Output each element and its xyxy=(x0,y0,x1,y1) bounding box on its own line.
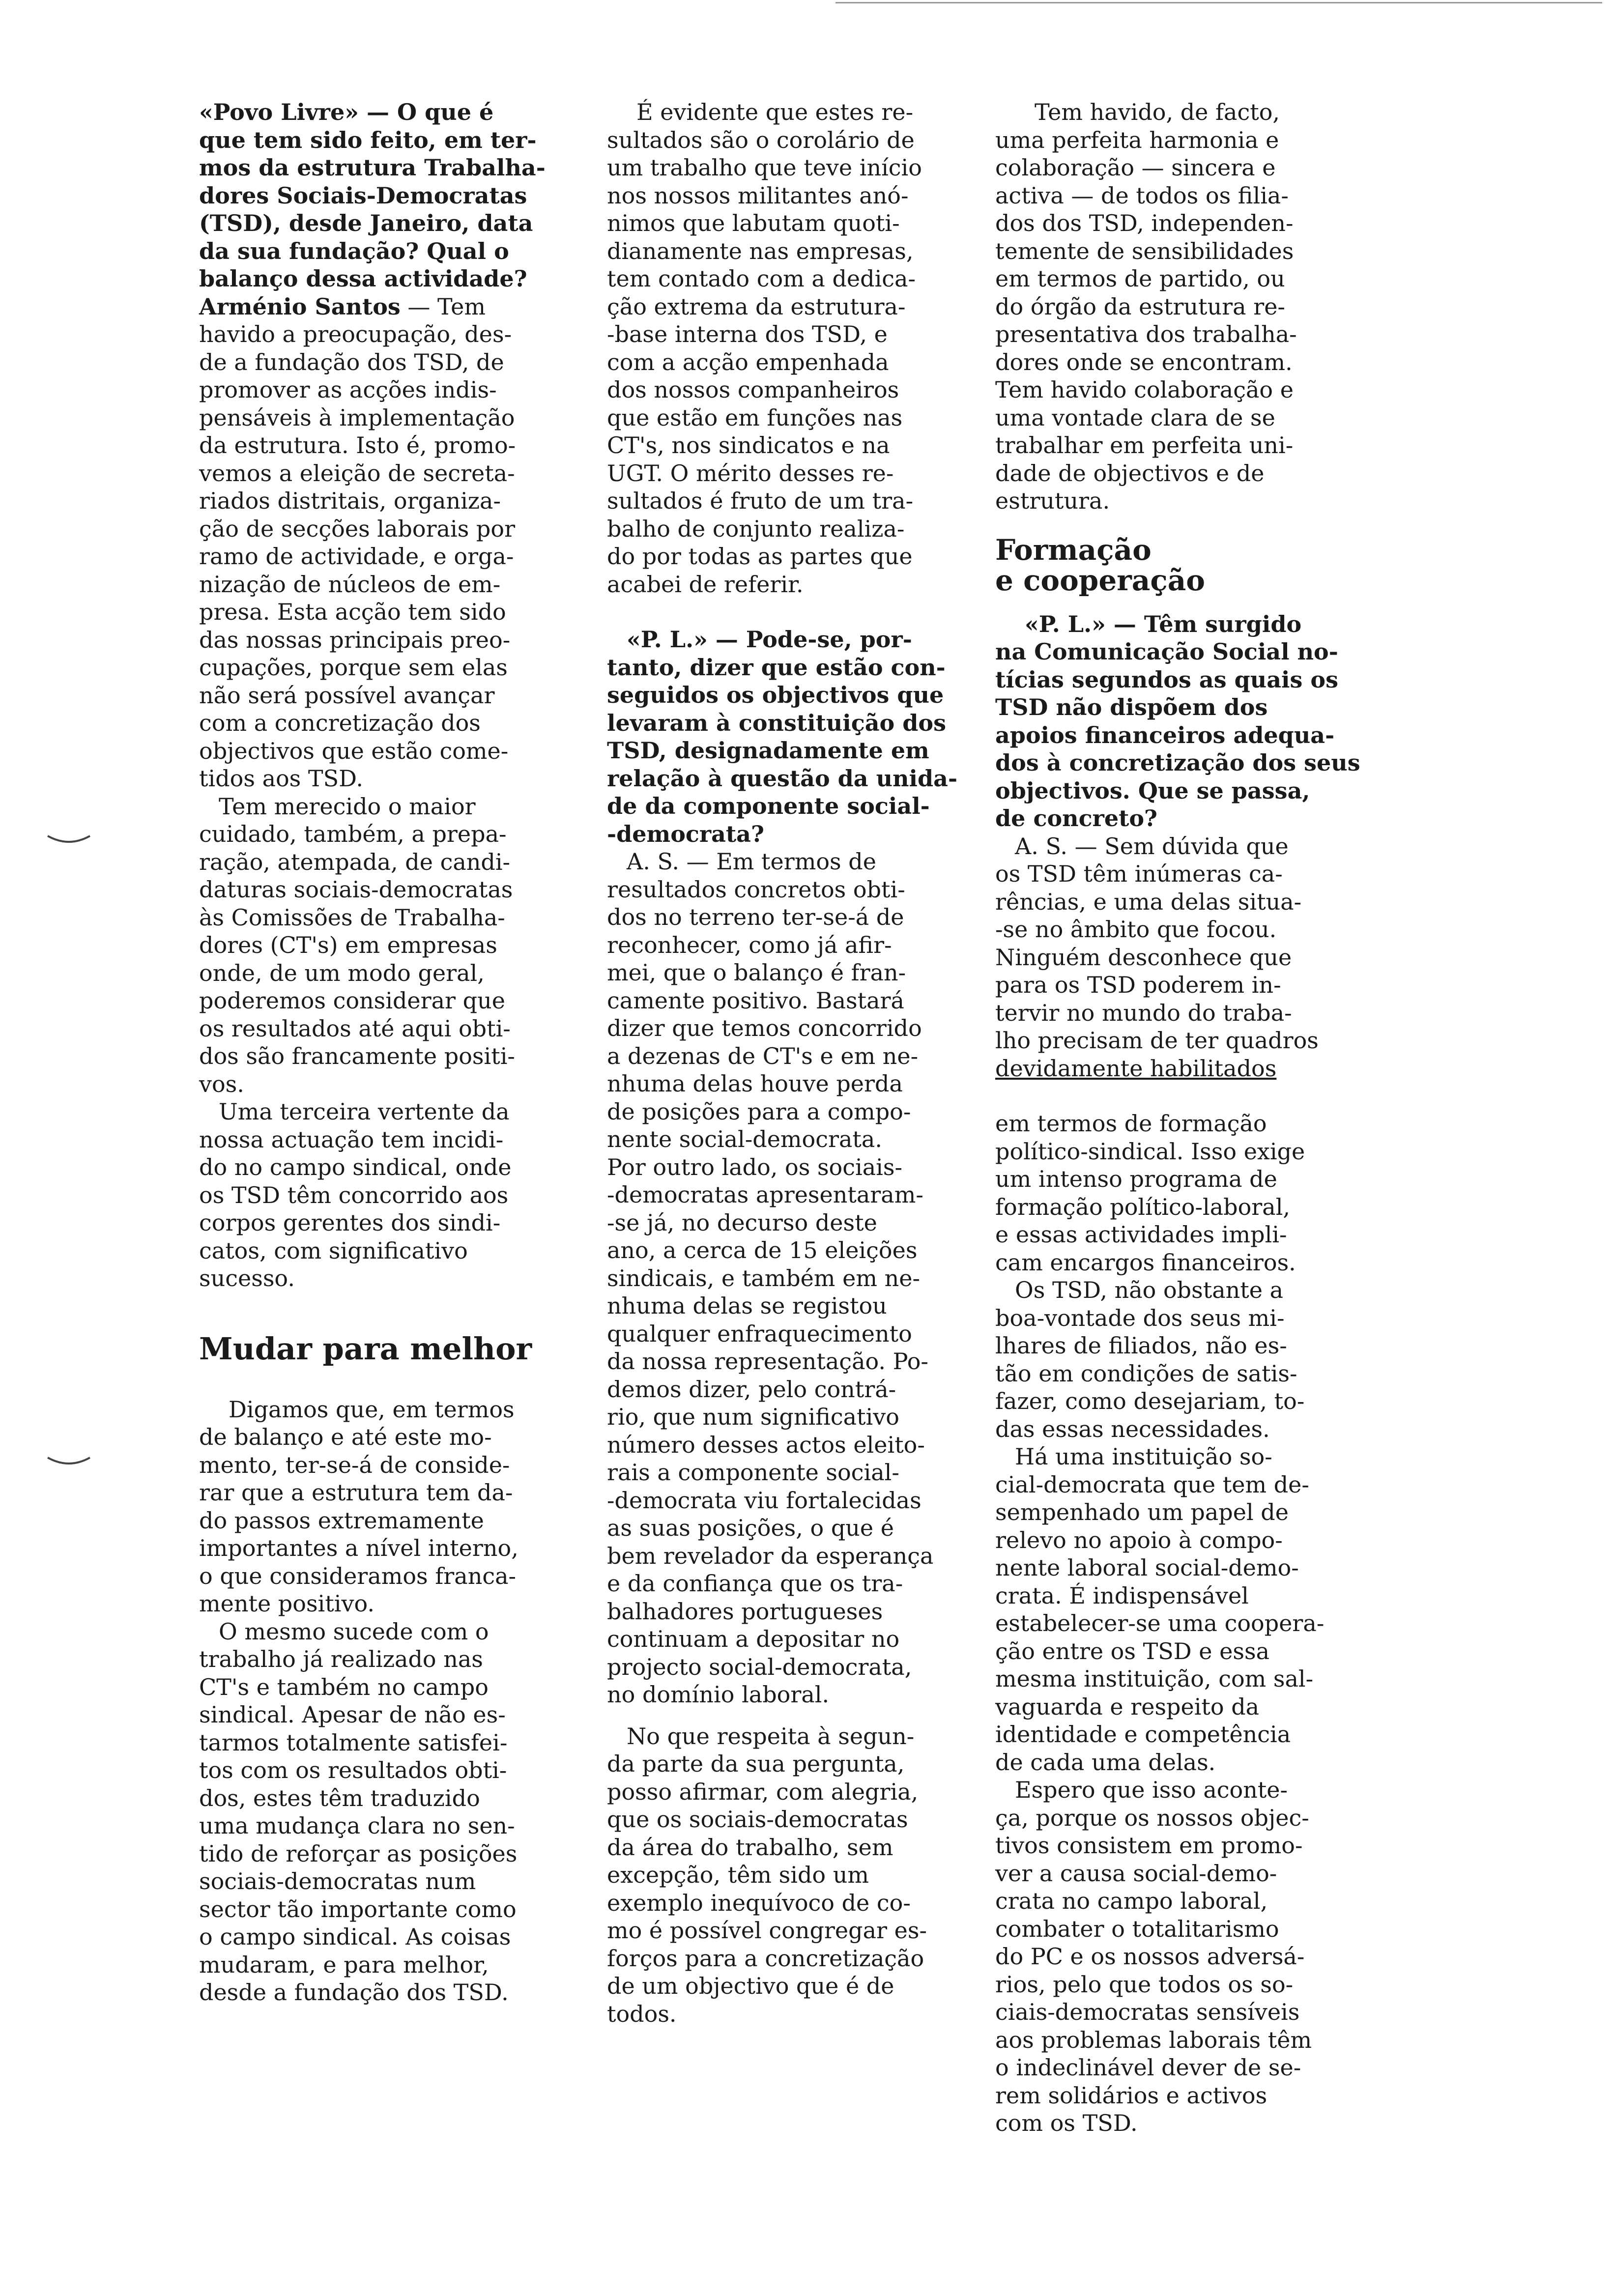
answer-3-continued xyxy=(995,1110,1339,1276)
text-line: da parte da sua pergunta, xyxy=(607,1751,905,1777)
text-line: -democratas apresentaram- xyxy=(607,1181,923,1208)
text-line: dos são francamente positi- xyxy=(199,1043,515,1069)
text-line: rências, e uma delas situa- xyxy=(995,888,1302,915)
paragraph-4 xyxy=(199,1396,553,1618)
text-line: fazer, como desejariam, to- xyxy=(995,1388,1305,1414)
text-line: sucesso. xyxy=(199,1265,295,1292)
text-line: crata no campo laboral, xyxy=(995,1888,1268,1914)
text-line: os resultados até aqui obti- xyxy=(199,1015,511,1042)
text-line: objectivos que estão come- xyxy=(199,737,509,764)
text-line: corpos gerentes dos sindi- xyxy=(199,1209,501,1236)
text-line: que tem sido feito, em ter- xyxy=(199,126,537,153)
text-line: dos dos TSD, independen- xyxy=(995,210,1294,236)
text-line: Por outro lado, os sociais- xyxy=(607,1153,903,1180)
text-line: balho de conjunto realiza- xyxy=(607,515,905,542)
text-line: CT's, nos sindicatos e na xyxy=(607,432,890,459)
text-line: A. S. — Em termos de xyxy=(627,848,876,875)
text-line: daturas sociais-democratas xyxy=(199,876,513,903)
text-line: TSD não dispõem dos xyxy=(995,694,1268,720)
text-line: dizer que temos concorrido xyxy=(607,1015,922,1041)
answer-1 xyxy=(199,293,553,793)
text-line: não será possível avançar xyxy=(199,682,495,709)
text-line: tícias segundos as quais os xyxy=(995,666,1338,693)
text-line: combater o totalitarismo xyxy=(995,1915,1279,1942)
answer-2 xyxy=(607,848,971,1709)
text-line: qualquer enfraquecimento xyxy=(607,1320,912,1347)
text-line: da sua fundação? Qual o xyxy=(199,237,509,264)
text-line: de balanço e até este mo- xyxy=(199,1424,492,1450)
text-line: estabelecer-se uma coopera- xyxy=(995,1610,1324,1636)
margin-mark-icon xyxy=(47,833,91,848)
text-line: exemplo inequívoco de co- xyxy=(607,1889,911,1916)
text-line: nhuma delas se registou xyxy=(607,1292,887,1319)
text-line: balanço dessa actividade? xyxy=(199,265,527,292)
text-line: nização de núcleos de em- xyxy=(199,571,501,598)
text-line: dos à concretização dos seus xyxy=(995,749,1360,776)
text-line: temente de sensibilidades xyxy=(995,237,1294,264)
text-line: presa. Esta acção tem sido xyxy=(199,599,506,625)
text-line: mo é possível congregar es- xyxy=(607,1917,927,1944)
text-line: rem solidários e activos xyxy=(995,2082,1267,2109)
text-line: em termos de formação xyxy=(995,1110,1267,1137)
text-line: activa — de todos os filia- xyxy=(995,182,1289,209)
text-line: reconhecer, como já afir- xyxy=(607,931,892,958)
paragraph-3 xyxy=(607,1722,971,2028)
text-line: trabalhar em perfeita uni- xyxy=(995,432,1294,459)
text-line: ciais-democratas sensíveis xyxy=(995,1999,1300,2025)
margin-mark-icon xyxy=(47,1455,91,1469)
text-line: onde, de um modo geral, xyxy=(199,959,485,986)
section-heading-formacao xyxy=(995,535,1339,596)
heading-line: e cooperação xyxy=(995,563,1205,597)
text-line: «P. L.» — Pode-se, por- xyxy=(627,626,912,653)
text-line: Tem merecido o maior xyxy=(219,793,476,820)
text-line: sultados é fruto de um tra- xyxy=(607,488,914,514)
text-line: Tem havido colaboração e xyxy=(995,376,1294,403)
text-line: projecto social-democrata, xyxy=(607,1653,912,1680)
text-line: sempenhado um papel de xyxy=(995,1499,1289,1525)
text-line: que os sociais-democratas xyxy=(607,1806,908,1833)
text-line: relação à questão da unida- xyxy=(607,765,958,792)
paragraph-6 xyxy=(995,1776,1339,2137)
text-line: na Comunicação Social no- xyxy=(995,638,1338,665)
text-line: mento, ter-se-á de conside- xyxy=(199,1451,510,1478)
text-line: uma vontade clara de se xyxy=(995,404,1275,431)
text-line: Tem havido, de facto, xyxy=(1035,99,1280,125)
paragraph-1 xyxy=(995,98,1339,515)
question-3 xyxy=(995,610,1360,832)
text-line: nossa actuação tem incidi- xyxy=(199,1126,504,1153)
answer-3 xyxy=(995,832,1339,1083)
text-line: tido de reforçar as posições xyxy=(199,1840,518,1867)
text-line: posso afirmar, com alegria, xyxy=(607,1778,919,1805)
text-line: mei, que o balanço é fran- xyxy=(607,959,906,986)
text-line: com a acção empenhada xyxy=(607,348,889,375)
text-line: Os TSD, não obstante a xyxy=(1015,1277,1284,1303)
text-line: desde a fundação dos TSD. xyxy=(199,1979,509,2006)
text-line: promover as acções indis- xyxy=(199,376,497,403)
text-line: com os TSD. xyxy=(995,2110,1138,2136)
text-line: colaboração — sincera e xyxy=(995,154,1276,181)
text-line: um intenso programa de xyxy=(995,1166,1277,1192)
text-line: tervir no mundo do traba- xyxy=(995,999,1292,1026)
text-line: com a concretização dos xyxy=(199,710,481,736)
paragraph-1 xyxy=(607,98,971,598)
text-line: e da confiança que os tra- xyxy=(607,1570,903,1597)
text-line: continuam a depositar no xyxy=(607,1626,900,1652)
text-line: forços para a concretização xyxy=(607,1945,924,1972)
text-line: no domínio laboral. xyxy=(607,1681,830,1708)
text-line: cuidado, também, a prepa- xyxy=(199,821,507,847)
text-line: o que consideramos franca- xyxy=(199,1562,517,1589)
text-line: riados distritais, organiza- xyxy=(199,488,501,514)
text-line: A. S. — Sem dúvida que xyxy=(1015,832,1289,860)
text-line: número desses actos eleito- xyxy=(607,1431,925,1458)
text-line: lhares de filiados, não es- xyxy=(995,1332,1287,1359)
text-line: balhadores portugueses xyxy=(607,1598,883,1625)
text-line: -base interna dos TSD, e xyxy=(607,321,888,347)
text-line: ção de secções laborais por xyxy=(199,515,516,542)
text-line: mesma instituição, com sal- xyxy=(995,1665,1314,1692)
text-line: -democrata? xyxy=(607,820,764,847)
text-line: vos. xyxy=(199,1070,244,1097)
text-line: ramo de actividade, e orga- xyxy=(199,543,514,570)
text-line: presentativa dos trabalha- xyxy=(995,321,1297,347)
text-line: tidos aos TSD. xyxy=(199,765,363,792)
text-line: dos nossos companheiros xyxy=(607,376,899,403)
text-line: de um objectivo que é de xyxy=(607,1973,894,1999)
text-line: dores onde se encontram. xyxy=(995,348,1293,375)
text-line: tivos consistem em promo- xyxy=(995,1832,1303,1859)
text-line: rais a componente social- xyxy=(607,1459,899,1486)
text-line: tarmos totalmente satisfei- xyxy=(199,1729,508,1756)
text-line: cupações, porque sem elas xyxy=(199,654,508,681)
text-line: as suas posições, o que é xyxy=(607,1515,894,1541)
paragraph-3 xyxy=(199,1098,553,1292)
text-line: político-sindical. Isso exige xyxy=(995,1138,1305,1165)
text-line: do órgão da estrutura re- xyxy=(995,293,1285,320)
text-line: bem revelador da esperança xyxy=(607,1542,934,1569)
text-line: formação político-laboral, xyxy=(995,1193,1291,1220)
text-line: -se já, no decurso deste xyxy=(607,1209,877,1236)
text-line: de a fundação dos TSD, de xyxy=(199,348,504,375)
text-line: -democrata viu fortalecidas xyxy=(607,1487,921,1514)
text-line: uma perfeita harmonia e xyxy=(995,126,1279,153)
text-line: «Povo Livre» — O que é xyxy=(199,99,494,125)
text-line: rio, que num significativo xyxy=(607,1404,899,1430)
text-line: seguidos os objectivos que xyxy=(607,682,944,708)
paragraph-5 xyxy=(995,1443,1339,1776)
text-fragment: — Tem xyxy=(400,293,486,320)
text-line: nente laboral social-demo- xyxy=(995,1554,1299,1581)
text-line: tem contado com a dedica- xyxy=(607,265,916,292)
text-line: do no campo sindical, onde xyxy=(199,1154,512,1180)
text-line: das nossas principais preo- xyxy=(199,626,511,653)
speaker-name: Arménio Santos xyxy=(199,293,401,320)
text-line: os TSD têm inúmeras ca- xyxy=(995,861,1283,887)
text-line: relevo no apoio à compo- xyxy=(995,1526,1283,1553)
text-line: sindicais, e também em ne- xyxy=(607,1264,920,1292)
text-line: todos. xyxy=(607,2000,677,2027)
text-line: ano, a cerca de 15 eleições xyxy=(607,1237,918,1263)
text-line: tanto, dizer que estão con- xyxy=(607,654,946,681)
text-line: cial-democrata que tem de- xyxy=(995,1471,1309,1498)
text-line: dores Sociais-Democratas xyxy=(199,182,527,209)
text-line: devidamente habilitados xyxy=(995,1055,1277,1082)
text-line: um trabalho que teve início xyxy=(607,154,922,181)
text-line: e essas actividades impli- xyxy=(995,1221,1287,1248)
text-line: uma mudança clara no sen- xyxy=(199,1812,515,1839)
text-line: da nossa representação. Po- xyxy=(607,1348,928,1375)
column-2 xyxy=(607,98,971,2028)
text-line: cam encargos financeiros. xyxy=(995,1249,1296,1276)
text-line: o indeclinável dever de se- xyxy=(995,2054,1301,2081)
text-line: resultados concretos obti- xyxy=(607,876,905,903)
text-line: de da componente social- xyxy=(607,793,930,819)
text-line: da área do trabalho, sem xyxy=(607,1834,893,1861)
text-line: do passos extremamente xyxy=(199,1507,484,1534)
text-line: crata. É indispensável xyxy=(995,1582,1249,1609)
text-line: trabalho já realizado nas xyxy=(199,1646,483,1672)
text-line: boa-vontade dos seus mi- xyxy=(995,1304,1285,1331)
question-1 xyxy=(199,98,553,293)
text-line: importantes a nível interno, xyxy=(199,1535,518,1561)
text-line: acabei de referir. xyxy=(607,571,804,598)
heading-line: Formação xyxy=(995,533,1151,567)
text-line: nhuma delas houve perda xyxy=(607,1070,903,1097)
text-line: nente social-democrata. xyxy=(607,1126,882,1152)
text-line: dos, estes têm traduzido xyxy=(199,1784,480,1811)
text-line: No que respeita à segun- xyxy=(627,1722,915,1750)
text-line: -se no âmbito que focou. xyxy=(995,916,1277,943)
text-line: mos da estrutura Trabalha- xyxy=(199,154,546,181)
text-line: em termos de partido, ou xyxy=(995,265,1285,292)
text-line: Espero que isso aconte- xyxy=(1015,1777,1288,1803)
text-line: dores (CT's) em empresas xyxy=(199,932,497,958)
text-line: Digamos que, em termos xyxy=(229,1396,515,1423)
text-line: mudaram, e para melhor, xyxy=(199,1951,489,1978)
text-line: «P. L.» — Têm surgido xyxy=(1025,610,1302,637)
text-line: apoios financeiros adequa- xyxy=(995,721,1335,748)
text-line: Ninguém desconhece que xyxy=(995,944,1292,971)
text-line: mente positivo. xyxy=(199,1590,374,1617)
text-line: pensáveis à implementação xyxy=(199,404,515,431)
text-line: CT's e também no campo xyxy=(199,1673,489,1700)
text-line: o campo sindical. As coisas xyxy=(199,1923,511,1950)
text-line: do PC e os nossos adversá- xyxy=(995,1943,1305,1970)
text-line: excepção, têm sido um xyxy=(607,1862,869,1888)
text-line: nos nossos militantes anó- xyxy=(607,182,909,209)
text-line: dos no terreno ter-se-á de xyxy=(607,904,904,930)
text-line: sector tão importante como xyxy=(199,1895,517,1923)
top-edge-line xyxy=(835,2,1602,3)
text-line: ção extrema da estrutura- xyxy=(607,293,906,320)
text-line: vemos a eleição de secreta- xyxy=(199,459,515,487)
text-line: da estrutura. Isto é, promo- xyxy=(199,432,516,459)
text-line: das essas necessidades. xyxy=(995,1415,1270,1442)
text-line: às Comissões de Trabalha- xyxy=(199,904,505,931)
text-line: camente positivo. Bastará xyxy=(607,987,904,1014)
text-line: demos dizer, pelo contrá- xyxy=(607,1376,896,1403)
text-line: poderemos considerar que xyxy=(199,987,505,1014)
text-line: Há uma instituição so- xyxy=(1015,1443,1272,1470)
text-line: ver a causa social-demo- xyxy=(995,1860,1277,1887)
text-line: (TSD), desde Janeiro, data xyxy=(199,210,533,236)
text-line xyxy=(199,293,553,321)
text-line: estrutura. xyxy=(995,488,1110,514)
text-line: dade de objectivos e de xyxy=(995,459,1265,487)
text-line: ração, atempada, de candi- xyxy=(199,848,511,875)
text-line: os TSD têm concorrido aos xyxy=(199,1181,509,1208)
text-line: Uma terceira vertente da xyxy=(219,1098,510,1125)
text-line: de posições para a compo- xyxy=(607,1098,911,1125)
text-line: UGT. O mérito desses re- xyxy=(607,459,894,487)
section-heading-mudar: Mudar para melhor xyxy=(199,1330,532,1367)
text-line: de concreto? xyxy=(995,805,1157,832)
text-line: aos problemas laborais têm xyxy=(995,2026,1312,2053)
text-line: ça, porque os nossos objec- xyxy=(995,1804,1309,1831)
paragraph-2 xyxy=(199,793,553,1098)
text-line: rios, pelo que todos os so- xyxy=(995,1971,1294,1998)
question-2 xyxy=(607,626,971,848)
text-line: sultados são o corolário de xyxy=(607,126,915,153)
text-line: dianamente nas empresas, xyxy=(607,237,914,264)
text-line: tão em condições de satis- xyxy=(995,1360,1297,1387)
text-line: O mesmo sucede com o xyxy=(219,1618,489,1645)
text-line: TSD, designadamente em xyxy=(607,737,929,764)
text-line: lho precisam de ter quadros xyxy=(995,1027,1319,1054)
text-line: nimos que labutam quoti- xyxy=(607,210,900,236)
text-line: de cada uma delas. xyxy=(995,1749,1216,1776)
text-line: catos, com significativo xyxy=(199,1237,468,1264)
text-line: vaguarda e respeito da xyxy=(995,1693,1260,1720)
text-line: do por todas as partes que xyxy=(607,543,913,570)
text-line: tos com os resultados obti- xyxy=(199,1757,507,1783)
text-line: sociais-democratas num xyxy=(199,1868,476,1894)
text-line: havido a preocupação, des- xyxy=(199,321,512,347)
text-line: levaram à constituição dos xyxy=(607,709,946,736)
paragraph-4 xyxy=(995,1276,1339,1443)
column-1 xyxy=(199,98,553,2007)
text-line: sindical. Apesar de não es- xyxy=(199,1701,506,1728)
text-line: ção entre os TSD e essa xyxy=(995,1637,1269,1665)
text-line: para os TSD poderem in- xyxy=(995,972,1281,998)
paragraph-5 xyxy=(199,1618,553,2007)
text-line: que estão em funções nas xyxy=(607,404,903,431)
column-3 xyxy=(995,98,1360,2137)
text-line: rar que a estrutura tem da- xyxy=(199,1479,513,1506)
text-line: identidade e competência xyxy=(995,1721,1291,1748)
text-line: É evidente que estes re- xyxy=(636,99,914,125)
text-line: a dezenas de CT's e em ne- xyxy=(607,1042,919,1069)
text-line: objectivos. Que se passa, xyxy=(995,777,1310,804)
